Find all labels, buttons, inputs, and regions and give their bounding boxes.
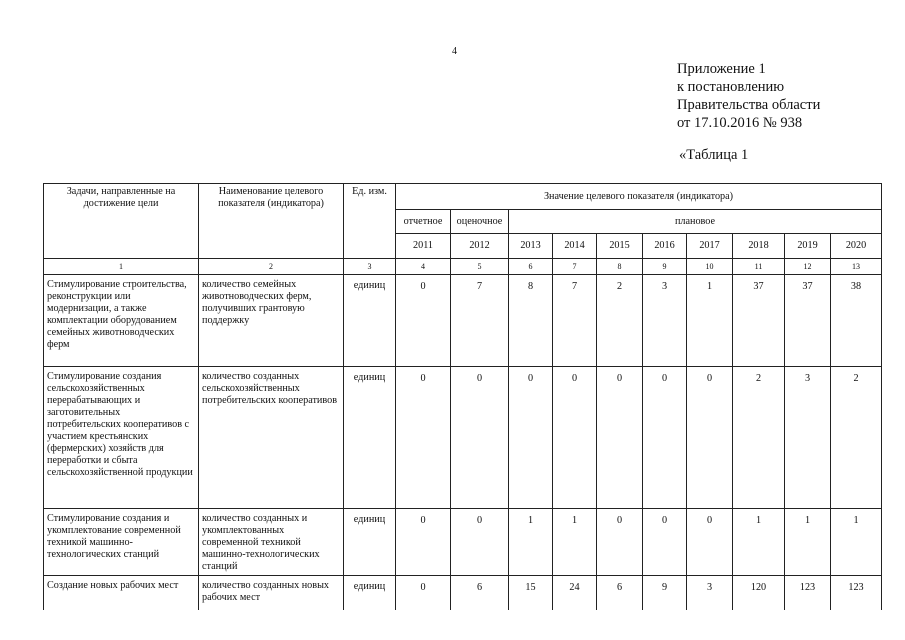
value-cell: 3	[687, 576, 733, 610]
value-cell: 1	[785, 509, 831, 576]
unit-cell: единиц	[344, 509, 396, 576]
task-cell: Стимулирование строительства, реконструкции или модернизации, а также комплектации оборудованием семейных животноводческих ферм	[44, 275, 199, 367]
column-number-cell: 6	[509, 259, 553, 275]
indicator-cell: количество созданных и укомплектованных современной техникой машинно-технологических станций	[199, 509, 344, 576]
year-cell: 2018	[733, 234, 785, 259]
value-cell: 0	[396, 275, 451, 367]
table-row	[44, 576, 882, 610]
value-cell: 2	[733, 367, 785, 509]
appendix-line: Правительства области	[677, 97, 821, 113]
task-cell: Стимулирование создания сельскохозяйственных перерабатывающих и заготовительных потребительских кооперативов с участием крестьянских (фермерских) хозяйств для переработки и сбыта сельскохозяйственной продукции	[44, 367, 199, 509]
column-number-cell: 13	[831, 259, 882, 275]
header-indicator-name: Наименование целевого показателя (индикатора)	[199, 184, 344, 259]
value-cell: 6	[451, 576, 509, 610]
table-row	[44, 509, 882, 576]
value-cell: 0	[597, 367, 643, 509]
value-cell: 0	[396, 509, 451, 576]
year-cell: 2020	[831, 234, 882, 259]
header-planned: плановое	[509, 210, 882, 234]
appendix-heading	[677, 60, 820, 132]
column-number-cell: 9	[643, 259, 687, 275]
value-cell: 9	[643, 576, 687, 610]
value-cell: 1	[509, 509, 553, 576]
value-cell: 3	[643, 275, 687, 367]
column-number-cell: 2	[199, 259, 344, 275]
header-tasks: Задачи, направленные на достижение цели	[44, 184, 199, 259]
year-cell: 2011	[396, 234, 451, 259]
page-number: 4	[452, 46, 457, 57]
value-cell: 37	[733, 275, 785, 367]
value-cell: 120	[733, 576, 785, 610]
value-cell: 0	[451, 367, 509, 509]
column-number-cell: 1	[44, 259, 199, 275]
year-cell: 2016	[643, 234, 687, 259]
value-cell: 0	[597, 509, 643, 576]
value-cell: 7	[451, 275, 509, 367]
header-reported: отчетное	[396, 210, 451, 234]
appendix-line: к постановлению	[677, 79, 785, 95]
value-cell: 8	[509, 275, 553, 367]
indicator-cell: количество семейных животноводческих ферм, получивших грантовую поддержку	[199, 275, 344, 367]
value-cell: 0	[643, 367, 687, 509]
value-cell: 1	[831, 509, 882, 576]
column-number-cell: 8	[597, 259, 643, 275]
year-cell: 2015	[597, 234, 643, 259]
column-number-cell: 11	[733, 259, 785, 275]
year-cell: 2012	[451, 234, 509, 259]
value-cell: 0	[643, 509, 687, 576]
value-cell: 123	[831, 576, 882, 610]
column-number-cell: 3	[344, 259, 396, 275]
value-cell: 0	[687, 367, 733, 509]
column-number-cell: 4	[396, 259, 451, 275]
unit-cell: единиц	[344, 576, 396, 610]
value-cell: 7	[553, 275, 597, 367]
task-cell: Создание новых рабочих мест	[44, 576, 199, 610]
value-cell: 24	[553, 576, 597, 610]
header-value-group: Значение целевого показателя (индикатора)	[396, 184, 882, 210]
column-number-cell: 7	[553, 259, 597, 275]
header-estimated: оценочное	[451, 210, 509, 234]
column-number-row	[44, 259, 882, 275]
table-row	[44, 367, 882, 509]
value-cell: 1	[733, 509, 785, 576]
value-cell: 2	[597, 275, 643, 367]
indicator-cell: количество созданных сельскохозяйственных потребительских кооперативов	[199, 367, 344, 509]
appendix-line: Приложение 1	[677, 61, 766, 77]
value-cell: 1	[553, 509, 597, 576]
indicator-table	[43, 183, 882, 610]
year-cell: 2014	[553, 234, 597, 259]
column-number-cell: 5	[451, 259, 509, 275]
value-cell: 0	[687, 509, 733, 576]
indicator-cell: количество созданных новых рабочих мест	[199, 576, 344, 610]
value-cell: 0	[451, 509, 509, 576]
column-number-cell: 10	[687, 259, 733, 275]
appendix-line: от 17.10.2016 № 938	[677, 115, 803, 131]
value-cell: 0	[553, 367, 597, 509]
year-cell: 2013	[509, 234, 553, 259]
value-cell: 6	[597, 576, 643, 610]
table-row	[44, 275, 882, 367]
value-cell: 3	[785, 367, 831, 509]
table-label: «Таблица 1	[679, 147, 749, 163]
value-cell: 0	[396, 576, 451, 610]
column-number-cell: 12	[785, 259, 831, 275]
header-unit: Ед. изм.	[344, 184, 396, 259]
unit-cell: единиц	[344, 275, 396, 367]
value-cell: 1	[687, 275, 733, 367]
value-cell: 2	[831, 367, 882, 509]
value-cell: 0	[509, 367, 553, 509]
value-cell: 15	[509, 576, 553, 610]
year-cell: 2019	[785, 234, 831, 259]
value-cell: 38	[831, 275, 882, 367]
value-cell: 123	[785, 576, 831, 610]
year-cell: 2017	[687, 234, 733, 259]
task-cell: Стимулирование создания и укомплектование современной техникой машинно-технологических станций	[44, 509, 199, 576]
unit-cell: единиц	[344, 367, 396, 509]
value-cell: 0	[396, 367, 451, 509]
value-cell: 37	[785, 275, 831, 367]
